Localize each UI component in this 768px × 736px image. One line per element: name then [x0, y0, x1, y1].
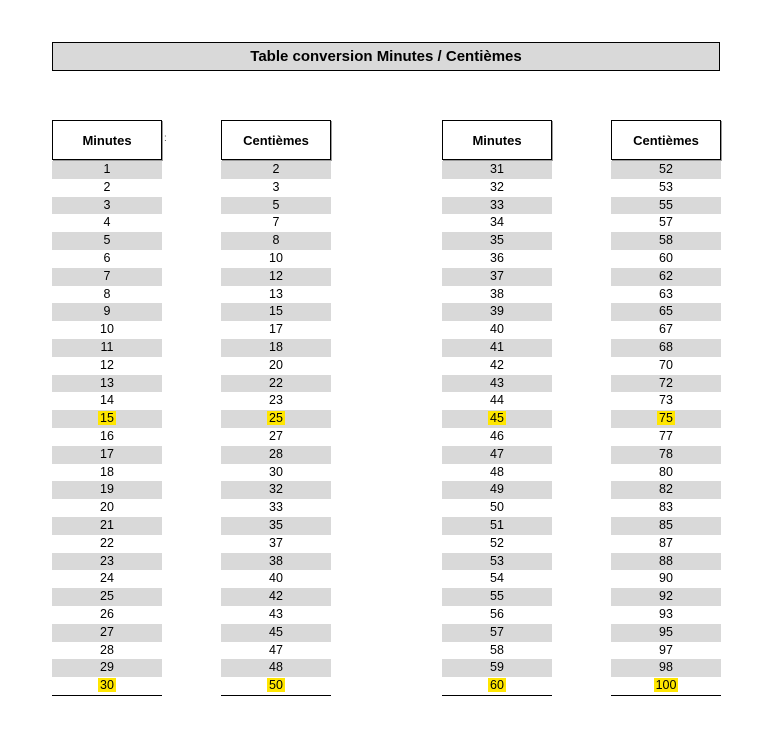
cell-value: 17	[100, 446, 114, 461]
table-row	[52, 268, 162, 286]
cell-value: 35	[490, 233, 504, 248]
cell-value: 18	[100, 464, 114, 479]
table-row	[52, 517, 162, 535]
cell-value: 93	[659, 606, 673, 621]
cell-value: 55	[659, 197, 673, 212]
table-row	[442, 197, 552, 215]
table-row	[221, 268, 331, 286]
cell-value: 95	[659, 624, 673, 639]
cell-value: 3	[272, 179, 280, 194]
cell-value: 65	[659, 304, 673, 319]
cell-value: 82	[659, 482, 673, 497]
cell-value: 41	[490, 339, 504, 354]
cell-value: 33	[490, 197, 504, 212]
table-row	[221, 214, 331, 232]
cell-value: 33	[269, 500, 283, 515]
table-row	[611, 535, 721, 553]
bottom-border	[611, 695, 721, 696]
cell-value: 12	[100, 357, 114, 372]
table-row	[611, 517, 721, 535]
cell-value: 12	[269, 268, 283, 283]
table-row	[221, 481, 331, 499]
table-row	[442, 428, 552, 446]
cell-value: 100	[655, 678, 677, 693]
cell-value: 15	[100, 411, 114, 426]
table-row	[611, 303, 721, 321]
cell-value: 40	[490, 322, 504, 337]
table-row	[442, 464, 552, 482]
table-row	[442, 161, 552, 179]
cell-value: 17	[269, 322, 283, 337]
cell-value: 57	[659, 215, 673, 230]
cell-value: 73	[659, 393, 673, 408]
table-row	[221, 179, 331, 197]
table-row	[442, 232, 552, 250]
table-row	[611, 677, 721, 695]
table-row	[52, 659, 162, 677]
cell-value: 70	[659, 357, 673, 372]
cell-value: 20	[100, 500, 114, 515]
table-row	[611, 553, 721, 571]
table-row	[52, 179, 162, 197]
column-rows	[221, 161, 331, 695]
column-minutes-2	[442, 120, 552, 696]
cell-value: 62	[659, 268, 673, 283]
cell-value: 27	[100, 624, 114, 639]
table-row	[221, 642, 331, 660]
cell-value: 23	[100, 553, 114, 568]
cell-value: 25	[100, 589, 114, 604]
cell-value: 45	[269, 624, 283, 639]
table-row	[221, 446, 331, 464]
cell-value: 32	[490, 179, 504, 194]
table-row	[442, 286, 552, 304]
cell-value: 28	[269, 446, 283, 461]
bottom-border	[52, 695, 162, 696]
cell-value: 38	[490, 286, 504, 301]
cell-value: 32	[269, 482, 283, 497]
cell-value: 55	[490, 589, 504, 604]
cell-value: 44	[490, 393, 504, 408]
cell-value: 43	[490, 375, 504, 390]
table-row	[52, 499, 162, 517]
cell-value: 10	[269, 250, 283, 265]
cell-value: 1	[103, 162, 111, 176]
table-row	[221, 624, 331, 642]
cell-value: 22	[100, 535, 114, 550]
cell-value: 15	[269, 304, 283, 319]
table-row	[611, 499, 721, 517]
table-row	[221, 197, 331, 215]
table-row	[52, 428, 162, 446]
cell-value: 38	[269, 553, 283, 568]
cell-value: 58	[659, 233, 673, 248]
cell-value: 80	[659, 464, 673, 479]
cell-value: 30	[100, 678, 114, 693]
cell-value: 2	[103, 179, 111, 194]
cell-value: 26	[100, 606, 114, 621]
cell-value: 19	[100, 482, 114, 497]
table-row	[52, 375, 162, 393]
cell-value: 98	[659, 660, 673, 675]
cell-value: 75	[659, 411, 673, 426]
cell-value: 85	[659, 517, 673, 532]
table-row	[221, 321, 331, 339]
table-row	[221, 464, 331, 482]
table-row	[442, 214, 552, 232]
table-row	[611, 464, 721, 482]
table-row	[442, 481, 552, 499]
cell-value: 54	[490, 571, 504, 586]
cell-value: 57	[490, 624, 504, 639]
table-row	[52, 286, 162, 304]
table-row	[221, 428, 331, 446]
cell-value: 7	[272, 215, 280, 230]
table-row	[221, 250, 331, 268]
table-row	[52, 197, 162, 215]
column-centiemes-1	[221, 120, 331, 696]
table-row	[221, 392, 331, 410]
table-row	[221, 517, 331, 535]
table-title: Table conversion Minutes / Centièmes	[52, 42, 720, 71]
table-row	[52, 553, 162, 571]
table-row	[611, 624, 721, 642]
table-row	[52, 410, 162, 428]
cell-value: 22	[269, 375, 283, 390]
cell-value: 39	[490, 304, 504, 319]
cell-value: 11	[100, 339, 114, 354]
cell-value: 24	[100, 571, 114, 586]
cell-value: 52	[659, 162, 673, 176]
cell-value: 23	[269, 393, 283, 408]
table-row	[611, 161, 721, 179]
cell-value: 58	[490, 642, 504, 657]
cell-value: 42	[490, 357, 504, 372]
table-row	[52, 535, 162, 553]
cell-value: 42	[269, 589, 283, 604]
cell-value: 7	[103, 268, 111, 283]
table-row	[442, 588, 552, 606]
cell-value: 47	[269, 642, 283, 657]
cell-value: 45	[490, 411, 504, 426]
table-row	[611, 232, 721, 250]
table-row	[52, 321, 162, 339]
cell-value: 72	[659, 375, 673, 390]
table-row	[611, 250, 721, 268]
cell-value: 5	[272, 197, 280, 212]
column-rows	[611, 161, 721, 695]
cell-value: 34	[490, 215, 504, 230]
table-row	[442, 250, 552, 268]
column-rows	[442, 161, 552, 695]
cell-value: 88	[659, 553, 673, 568]
table-row	[221, 499, 331, 517]
cell-value: 59	[490, 660, 504, 675]
column-rows	[52, 161, 162, 695]
table-row	[442, 179, 552, 197]
table-row	[442, 392, 552, 410]
cell-value: 52	[490, 535, 504, 550]
table-row	[52, 642, 162, 660]
cell-value: 90	[659, 571, 673, 586]
cell-value: 47	[490, 446, 504, 461]
table-row	[611, 268, 721, 286]
cell-value: 43	[269, 606, 283, 621]
table-row	[611, 321, 721, 339]
table-row	[221, 410, 331, 428]
cell-value: 36	[490, 250, 504, 265]
cell-value: 30	[269, 464, 283, 479]
table-row	[442, 321, 552, 339]
table-row	[611, 606, 721, 624]
table-row	[221, 606, 331, 624]
table-row	[442, 677, 552, 695]
table-row	[52, 570, 162, 588]
table-row	[221, 286, 331, 304]
table-row	[52, 464, 162, 482]
cell-value: 20	[269, 357, 283, 372]
table-row	[442, 642, 552, 660]
cell-value: 31	[490, 162, 504, 176]
cell-value: 53	[659, 179, 673, 194]
table-row	[611, 446, 721, 464]
cell-value: 35	[269, 517, 283, 532]
cell-value: 10	[100, 322, 114, 337]
table-row	[221, 553, 331, 571]
table-row	[442, 375, 552, 393]
table-row	[442, 535, 552, 553]
table-row	[442, 553, 552, 571]
table-row	[221, 232, 331, 250]
cell-value: 29	[100, 660, 114, 675]
table-row	[442, 499, 552, 517]
table-row	[52, 481, 162, 499]
table-row	[442, 268, 552, 286]
cell-value: 77	[659, 428, 673, 443]
cell-value: 37	[490, 268, 504, 283]
cell-value: 56	[490, 606, 504, 621]
cell-value: 27	[269, 428, 283, 443]
table-row	[611, 197, 721, 215]
cell-value: 4	[103, 215, 111, 230]
bottom-border	[442, 695, 552, 696]
table-row	[442, 339, 552, 357]
table-row	[221, 677, 331, 695]
table-row	[442, 446, 552, 464]
cell-marker: :	[164, 133, 167, 144]
table-row	[52, 392, 162, 410]
column-header: Centièmes	[611, 120, 721, 160]
table-row	[442, 410, 552, 428]
cell-value: 78	[659, 446, 673, 461]
table-row	[611, 357, 721, 375]
cell-value: 51	[490, 517, 504, 532]
table-row	[442, 606, 552, 624]
table-row	[221, 535, 331, 553]
cell-value: 8	[272, 233, 280, 248]
table-row	[611, 410, 721, 428]
table-row	[611, 214, 721, 232]
table-row	[611, 339, 721, 357]
table-row	[52, 357, 162, 375]
table-row	[52, 303, 162, 321]
table-row	[611, 392, 721, 410]
table-row	[221, 659, 331, 677]
cell-value: 49	[490, 482, 504, 497]
column-minutes-1	[52, 120, 162, 696]
table-row	[611, 570, 721, 588]
cell-value: 3	[103, 197, 111, 212]
cell-value: 92	[659, 589, 673, 604]
table-row	[221, 588, 331, 606]
table-row	[442, 517, 552, 535]
table-row	[52, 250, 162, 268]
cell-value: 14	[100, 393, 114, 408]
table-row	[221, 570, 331, 588]
cell-value: 25	[269, 411, 283, 426]
cell-value: 2	[272, 162, 280, 176]
cell-value: 48	[269, 660, 283, 675]
cell-value: 50	[269, 678, 283, 693]
table-row	[611, 659, 721, 677]
cell-value: 6	[103, 250, 111, 265]
table-row	[221, 357, 331, 375]
cell-value: 5	[103, 233, 111, 248]
cell-value: 13	[100, 375, 114, 390]
table-row	[442, 303, 552, 321]
table-row	[52, 446, 162, 464]
cell-value: 46	[490, 428, 504, 443]
cell-value: 87	[659, 535, 673, 550]
table-row	[52, 588, 162, 606]
cell-value: 67	[659, 322, 673, 337]
column-header: Centièmes	[221, 120, 331, 160]
table-row	[221, 339, 331, 357]
cell-value: 53	[490, 553, 504, 568]
cell-value: 21	[100, 517, 114, 532]
table-row	[611, 179, 721, 197]
column-header: Minutes	[442, 120, 552, 160]
table-row	[442, 357, 552, 375]
table-row	[611, 642, 721, 660]
table-row	[52, 606, 162, 624]
column-centiemes-2	[611, 120, 721, 696]
cell-value: 37	[269, 535, 283, 550]
table-row	[221, 161, 331, 179]
table-row	[611, 588, 721, 606]
table-row	[52, 677, 162, 695]
cell-value: 50	[490, 500, 504, 515]
table-row	[442, 624, 552, 642]
cell-value: 48	[490, 464, 504, 479]
table-row	[442, 659, 552, 677]
table-row	[52, 161, 162, 179]
cell-value: 97	[659, 642, 673, 657]
table-row	[442, 570, 552, 588]
bottom-border	[221, 695, 331, 696]
cell-value: 68	[659, 339, 673, 354]
table-row	[611, 375, 721, 393]
cell-value: 63	[659, 286, 673, 301]
table-row	[611, 428, 721, 446]
table-row	[221, 375, 331, 393]
cell-value: 40	[269, 571, 283, 586]
table-row	[52, 214, 162, 232]
table-row	[221, 303, 331, 321]
table-row	[611, 481, 721, 499]
column-header: Minutes	[52, 120, 162, 160]
cell-value: 8	[103, 286, 111, 301]
cell-value: 60	[659, 250, 673, 265]
cell-value: 9	[103, 304, 111, 319]
cell-value: 13	[269, 286, 283, 301]
cell-value: 16	[100, 428, 114, 443]
cell-value: 18	[269, 339, 283, 354]
table-row	[52, 624, 162, 642]
table-row	[611, 286, 721, 304]
cell-value: 28	[100, 642, 114, 657]
cell-value: 83	[659, 500, 673, 515]
table-row	[52, 232, 162, 250]
cell-value: 60	[490, 678, 504, 693]
table-row	[52, 339, 162, 357]
